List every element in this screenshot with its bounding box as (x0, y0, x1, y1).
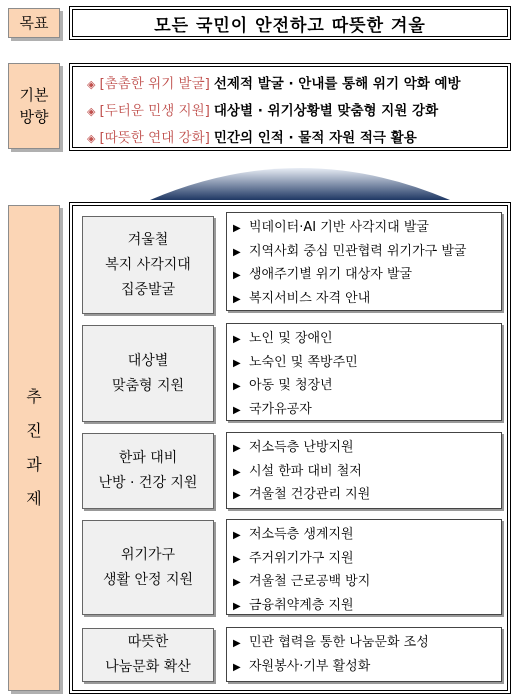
triangle-bullet-icon: ▶ (233, 577, 241, 588)
task-item-text: 겨울철 건강관리 지원 (249, 487, 371, 502)
task-category (82, 520, 214, 615)
triangle-bullet-icon: ▶ (233, 404, 241, 416)
tasks-label (8, 205, 60, 691)
task-item (233, 656, 501, 680)
task-item-text: 지역사회 중심 민관협력 위기가구 발굴 (249, 243, 467, 259)
triangle-bullet-icon: ▶ (233, 357, 241, 369)
triangle-bullet-icon: ▶ (233, 466, 241, 478)
diamond-icon: ◈ (87, 132, 96, 145)
task-item (233, 399, 501, 423)
task-category (82, 433, 214, 509)
goal-label (8, 8, 60, 38)
task-category-title: 겨울철 복지 사각지대 집중발굴 (105, 231, 191, 298)
direction-text: 선제적 발굴 · 안내를 통해 위기 악화 예방 (213, 76, 461, 92)
triangle-bullet-icon: ▶ (233, 223, 241, 234)
task-category-title: 대상별 맞춤형 지원 (111, 352, 185, 394)
direction-label (8, 63, 60, 149)
task-category (82, 628, 214, 682)
tasks-label-text: 추 진 과 제 (26, 387, 42, 508)
direction-tag: [두터운 민생 지원] (99, 103, 210, 119)
task-item (233, 632, 501, 656)
direction-item (87, 71, 507, 98)
task-item (233, 571, 501, 595)
diamond-icon: ◈ (87, 78, 96, 91)
up-arrow-icon (150, 152, 450, 200)
task-item-text: 저소득층 난방지원 (249, 440, 354, 455)
task-items-box (226, 212, 502, 311)
task-items-box (226, 627, 502, 682)
triangle-bullet-icon: ▶ (233, 270, 241, 281)
direction-label-text: 기본 방향 (19, 86, 49, 126)
task-item-text: 국가유공자 (249, 401, 312, 417)
task-items-box (226, 519, 502, 615)
task-category-title: 한파 대비 난방 · 건강 지원 (98, 450, 198, 491)
triangle-bullet-icon: ▶ (233, 443, 241, 454)
triangle-bullet-icon: ▶ (233, 553, 241, 565)
triangle-bullet-icon: ▶ (233, 293, 241, 305)
direction-tag: [촘촘한 위기 발굴] (99, 76, 210, 92)
task-items-box (226, 323, 502, 421)
task-item (233, 595, 501, 619)
triangle-bullet-icon: ▶ (233, 381, 241, 392)
task-item-text: 복지서비스 자격 안내 (249, 290, 371, 306)
triangle-bullet-icon: ▶ (233, 530, 241, 541)
direction-text: 대상별 · 위기상황별 맞춤형 지원 강화 (213, 103, 439, 119)
task-category (82, 216, 214, 314)
task-item-text: 금융취약계층 지원 (249, 597, 354, 613)
task-item-text: 저소득층 생계지원 (249, 527, 354, 542)
task-item-text: 생애주기별 위기 대상자 발굴 (249, 267, 413, 282)
task-item (233, 241, 501, 265)
task-item-text: 시설 한파 대비 철저 (249, 463, 362, 479)
task-item (233, 328, 501, 352)
task-item (233, 264, 501, 288)
task-item-text: 겨울철 근로공백 방지 (249, 574, 371, 589)
goal-text: 모든 국민이 안전하고 따뜻한 겨울 (154, 15, 426, 36)
task-item (233, 524, 501, 548)
direction-item (87, 125, 507, 152)
task-items-box (226, 432, 502, 509)
task-item (233, 288, 501, 312)
task-category (82, 325, 214, 422)
task-item (233, 217, 501, 241)
task-item-text: 아동 및 청장년 (249, 378, 333, 393)
triangle-bullet-icon: ▶ (233, 334, 241, 345)
task-item-text: 민관 협력을 통한 나눔문화 조성 (249, 635, 429, 650)
diamond-icon: ◈ (87, 105, 96, 118)
triangle-bullet-icon: ▶ (233, 661, 241, 673)
task-category-title: 위기가구 생활 안정 지원 (102, 546, 194, 588)
task-category-title: 따뜻한 나눔문화 확산 (105, 634, 191, 675)
direction-item (87, 98, 507, 125)
goal-box (72, 9, 508, 37)
triangle-bullet-icon: ▶ (233, 246, 241, 258)
task-item-text: 빅데이터·AI 기반 사각지대 발굴 (249, 220, 429, 235)
task-item (233, 375, 501, 399)
direction-text: 민간의 인적 · 물적 자원 적극 활용 (213, 130, 417, 146)
task-item (233, 548, 501, 572)
task-item (233, 352, 501, 376)
task-item (233, 461, 501, 485)
direction-box (72, 66, 508, 148)
task-item (233, 437, 501, 461)
triangle-bullet-icon: ▶ (233, 600, 241, 612)
goal-label-text: 목표 (19, 14, 49, 32)
triangle-bullet-icon: ▶ (233, 638, 241, 649)
task-item-text: 자원봉사·기부 활성화 (249, 658, 371, 674)
triangle-bullet-icon: ▶ (233, 490, 241, 501)
task-item (233, 484, 501, 508)
task-item-text: 노인 및 장애인 (249, 331, 333, 346)
direction-tag: [따뜻한 연대 강화] (99, 130, 210, 146)
task-item-text: 노숙인 및 쪽방주민 (249, 354, 358, 370)
task-item-text: 주거위기가구 지원 (249, 550, 354, 566)
